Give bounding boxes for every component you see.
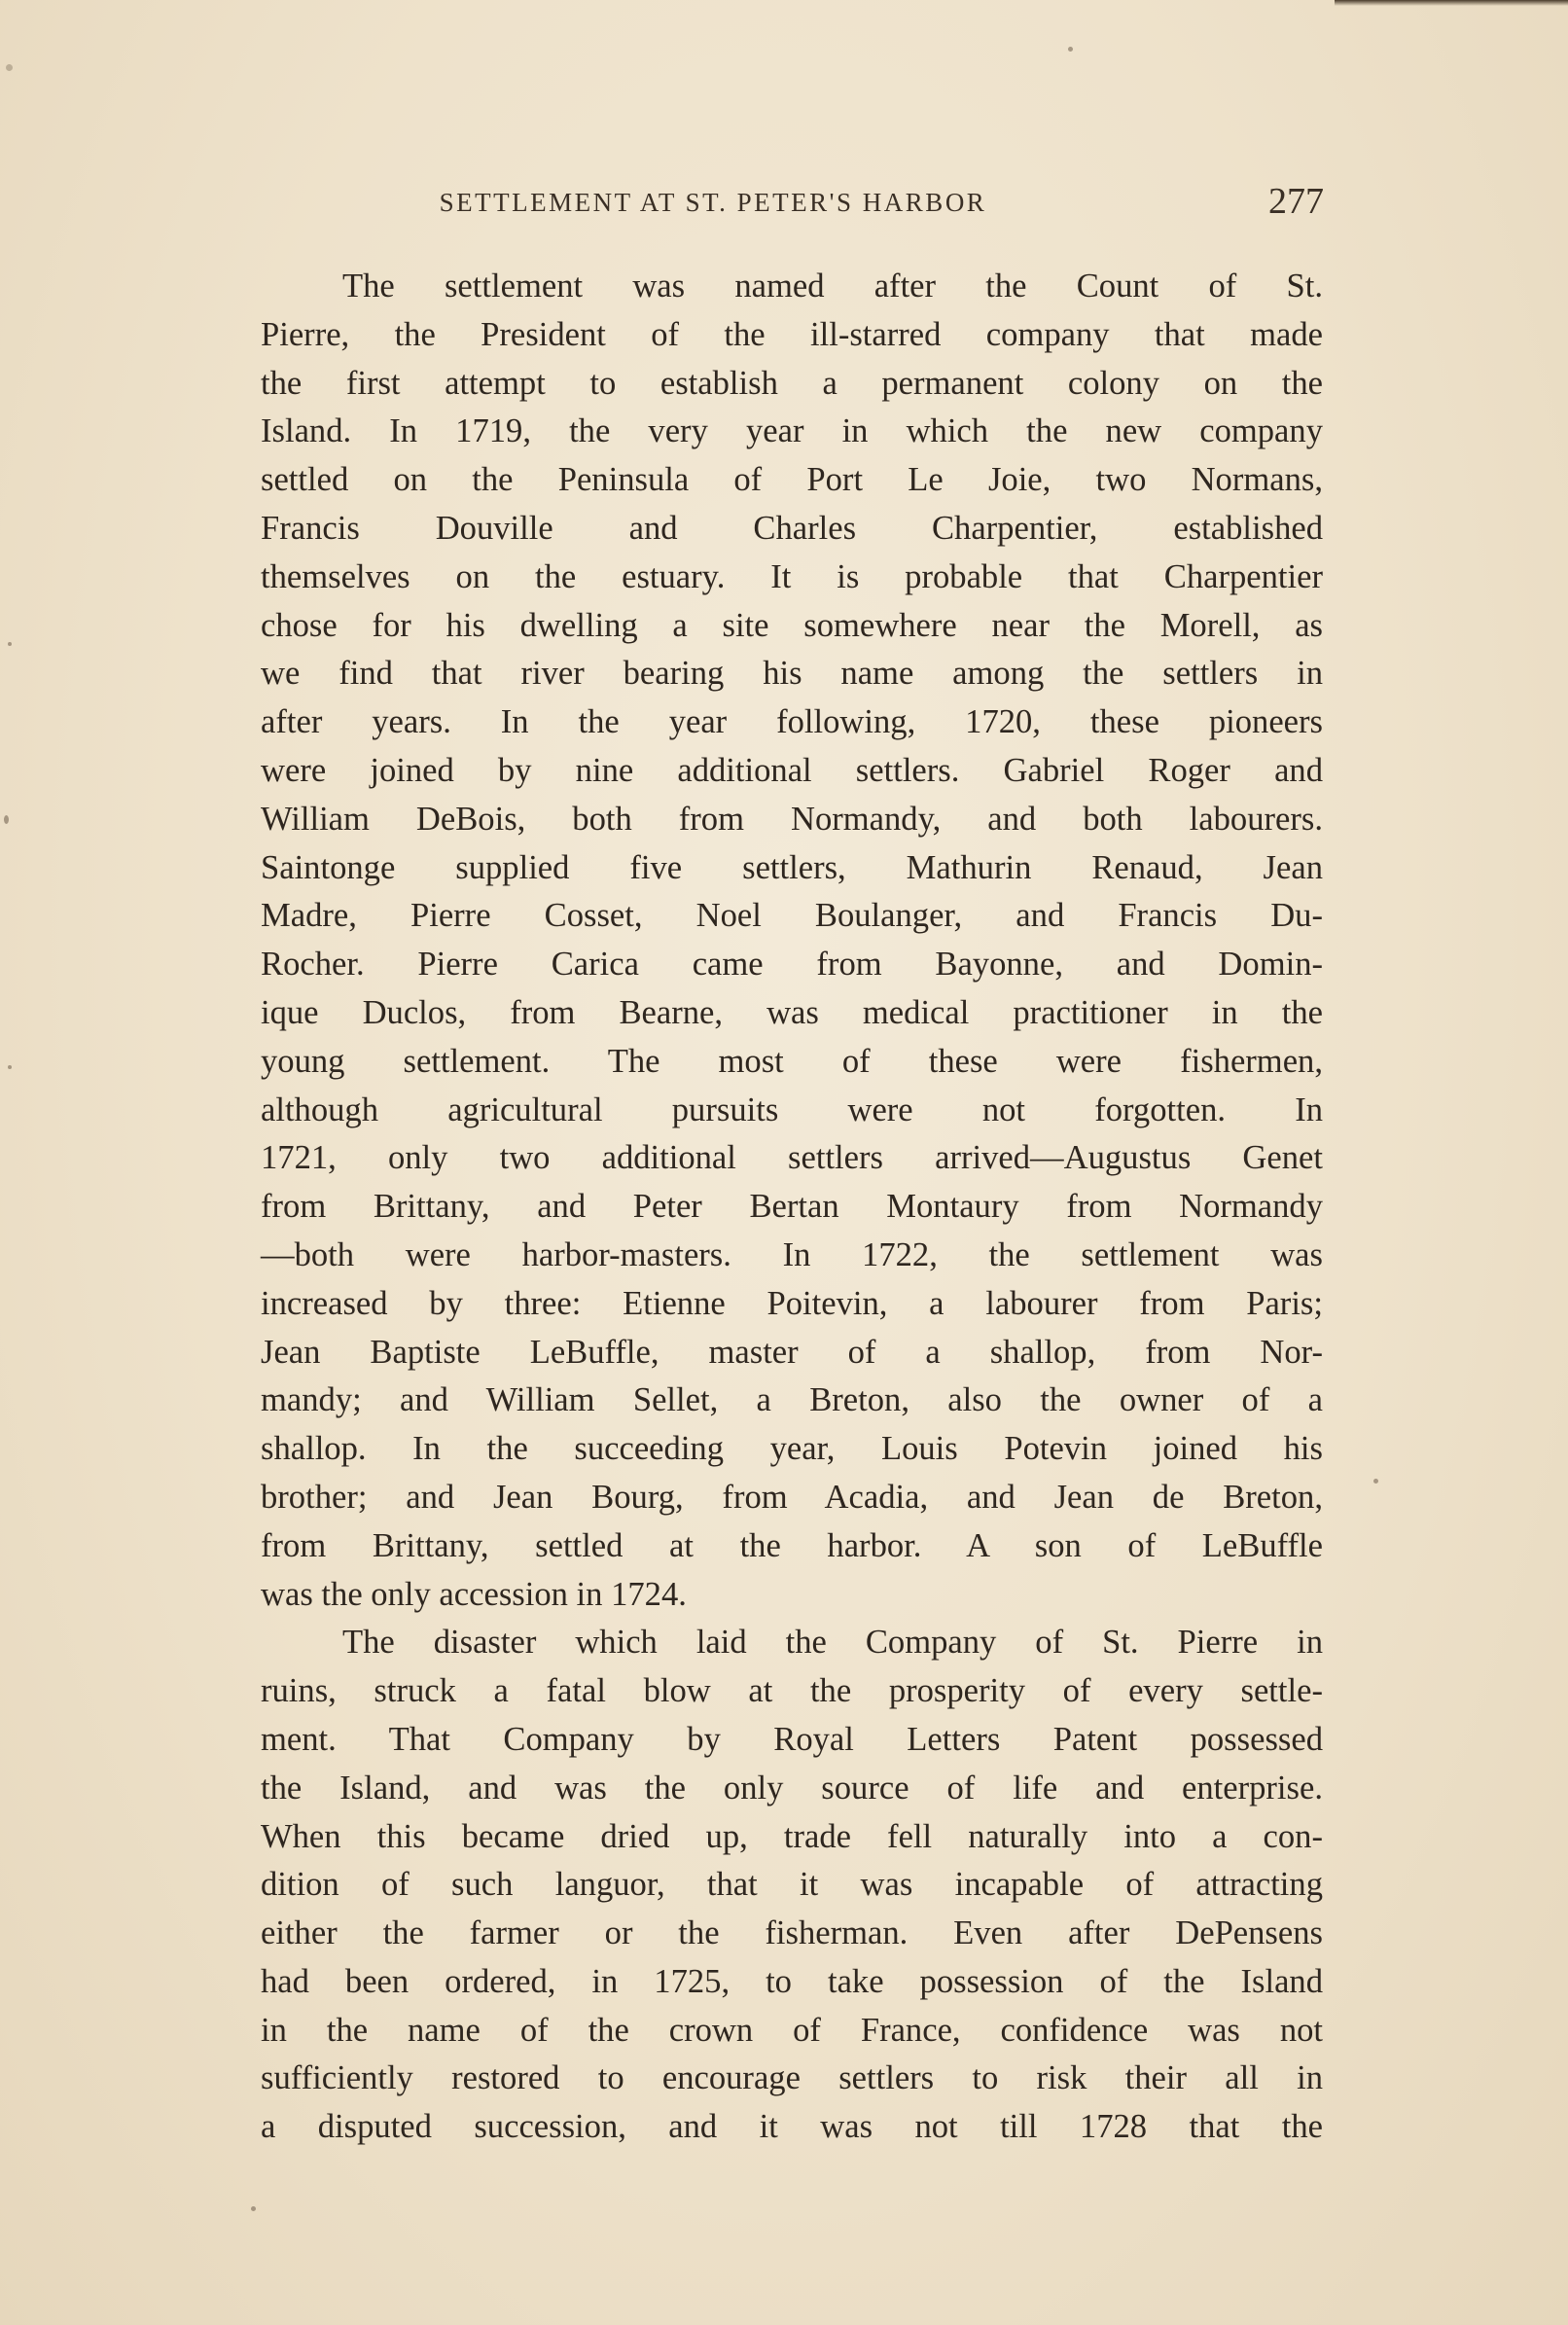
text-line: The disaster which laid the Company of St. Pierre in <box>342 1624 1323 1662</box>
text-line: sufficiently restored to encourage settlers to risk their all in <box>261 2059 1323 2097</box>
text-line: young settlement. The most of these were fishermen, <box>261 1042 1323 1080</box>
text-line: Madre, Pierre Cosset, Noel Boulanger, and Francis Du- <box>261 897 1323 935</box>
text-line: a disputed succession, and it was not till 1728 that the <box>261 2108 1323 2146</box>
text-line: Saintonge supplied five settlers, Mathurin Renaud, Jean <box>261 848 1323 886</box>
text-line: brother; and Jean Bourg, from Acadia, and Jean de Breton, <box>261 1478 1323 1516</box>
text-line: Rocher. Pierre Carica came from Bayonne, and Domin- <box>261 946 1323 984</box>
text-line: When this became dried up, trade fell naturally into a con- <box>261 1817 1323 1855</box>
text-line: themselves on the estuary. It is probable that Charpentier <box>261 557 1323 595</box>
text-line: chose for his dwelling a site somewhere near the Morell, as <box>261 606 1323 644</box>
text-line: dition of such languor, that it was incapable of attracting <box>261 1866 1323 1904</box>
text-line: either the farmer or the fisherman. Even after DePensens <box>261 1914 1323 1952</box>
text-line: Jean Baptiste LeBuffle, master of a shallop, from Nor- <box>261 1333 1323 1371</box>
text-line: 1721, only two additional settlers arrived—Augustus Genet <box>261 1139 1323 1177</box>
running-head <box>258 180 1324 229</box>
paragraph-2 <box>261 1619 1323 2152</box>
text-line: was the only accession in 1724. <box>261 1575 687 1613</box>
paper-speck <box>4 815 9 824</box>
text-line: in the name of the crown of France, confidence was not <box>261 2011 1323 2049</box>
text-line: the first attempt to establish a permanent colony on the <box>261 364 1323 402</box>
text-line: Pierre, the President of the ill-starred company that made <box>261 315 1323 353</box>
paper-speck <box>1068 47 1073 52</box>
page-number: 277 <box>1268 181 1324 222</box>
paper-speck <box>8 1065 12 1069</box>
text-line: mandy; and William Sellet, a Breton, also the owner of a <box>261 1381 1323 1419</box>
paragraph-1 <box>261 263 1323 1619</box>
text-line: Island. In 1719, the very year in which the new company <box>261 412 1323 450</box>
text-line: settled on the Peninsula of Port Le Joie, two Normans, <box>261 461 1323 499</box>
text-line: after years. In the year following, 1720, these pioneers <box>261 703 1323 741</box>
text-line: the Island, and was the only source of life and enterprise. <box>261 1769 1323 1806</box>
text-line: we find that river bearing his name among the settlers in <box>261 655 1323 693</box>
text-line: were joined by nine additional settlers. Gabriel Roger and <box>261 751 1323 789</box>
text-line: ique Duclos, from Bearne, was medical practitioner in the <box>261 993 1323 1031</box>
text-line: ruins, struck a fatal blow at the prosperity of every settle- <box>261 1672 1323 1710</box>
body-text <box>261 263 1323 2152</box>
text-line: William DeBois, both from Normandy, and both labourers. <box>261 800 1323 838</box>
paper-speck <box>1373 1479 1378 1484</box>
text-line: from Brittany, and Peter Bertan Montaury from Normandy <box>261 1188 1323 1226</box>
text-line: had been ordered, in 1725, to take possession of the Island <box>261 1962 1323 2000</box>
paper-speck <box>8 642 12 646</box>
text-line: shallop. In the succeeding year, Louis Potevin joined his <box>261 1430 1323 1468</box>
text-line: The settlement was named after the Count of St. <box>342 268 1323 304</box>
text-line: although agricultural pursuits were not forgotten. In <box>261 1091 1323 1128</box>
text-line: —both were harbor-masters. In 1722, the settlement was <box>261 1235 1323 1273</box>
page-top-edge <box>1335 0 1568 6</box>
paper-speck <box>6 64 13 71</box>
text-line: from Brittany, settled at the harbor. A son of LeBuffle <box>261 1526 1323 1564</box>
text-line: increased by three: Etienne Poitevin, a labourer from Paris; <box>261 1284 1323 1322</box>
text-line: ment. That Company by Royal Letters Patent possessed <box>261 1720 1323 1758</box>
running-head-title: SETTLEMENT AT ST. PETER'S HARBOR <box>439 188 987 217</box>
paper-speck <box>251 2206 256 2211</box>
text-line: Francis Douville and Charles Charpentier, established <box>261 509 1323 547</box>
